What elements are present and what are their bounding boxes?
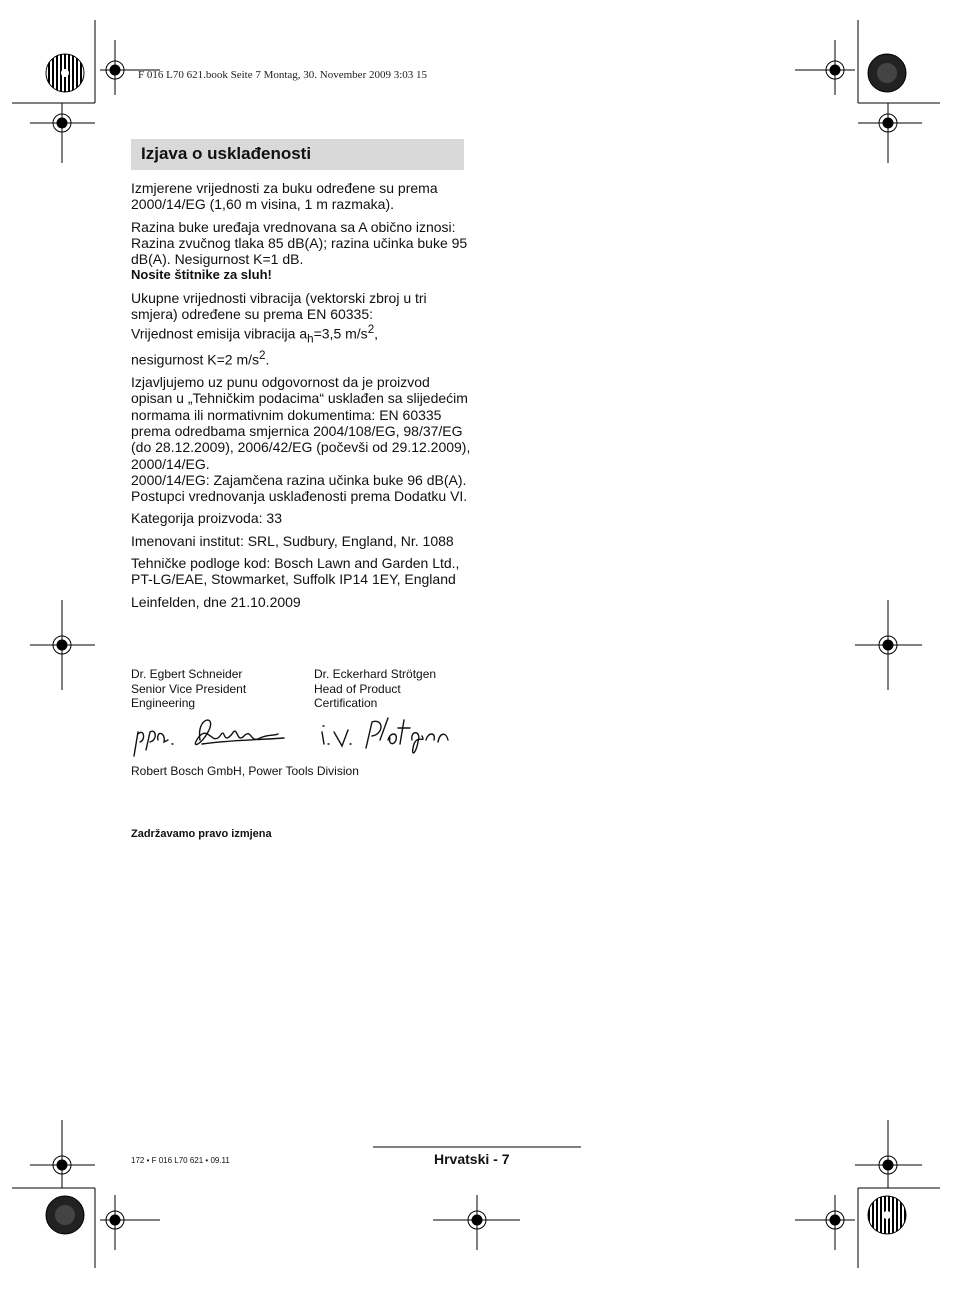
signatory-right [314, 667, 436, 711]
reserve-note: Zadržavamo pravo izmjena [131, 828, 272, 840]
declaration-body [131, 180, 471, 616]
uncertainty-label: nesigurnost K=2 m/s [131, 351, 260, 368]
page-label: Hrvatski - 7 [434, 1151, 510, 1167]
section-title: Izjava o usklađenosti [141, 144, 312, 163]
place-date: Leinfelden, dne 21.10.2009 [131, 593, 301, 610]
document-code: 172 • F 016 L70 621 • 09.11 [131, 1156, 230, 1165]
technical-file: Tehničke podloge kod: Bosch Lawn and Garden Ltd., PT-LG/EAE, Stowmarket, Suffolk IP14 1EY, England [131, 555, 460, 588]
signatory-right-name: Dr. Eckerhard Strötgen [314, 667, 437, 681]
product-category: Kategorija proizvoda: 33 [131, 510, 282, 527]
noise-level-paragraph: Razina buke uređaja vrednovana sa A obično iznosi: Razina zvučnog tlaka 85 dB(A); razina učinka buke 95 dB(A). Nesigurnost K=1 dB. [131, 218, 468, 268]
vibration-paragraph [131, 290, 471, 368]
vibration-value: =3,5 m/s [313, 326, 368, 343]
vibration-intro: Ukupne vrijednosti vibracija (vektorski zbroj u tri smjera) određene su prema EN 60335: [131, 289, 427, 323]
vibration-emission-label: Vrijednost emisija vibracija a [131, 326, 308, 343]
signature-left [128, 710, 288, 762]
conformity-standards: Izjavljujemo uz punu odgovornost da je proizvod opisan u „Tehničkim podacima“ usklađen sa slijedećim normama ili normativnim dokumentima: EN 60335 prema odredbama smjernica 2004/108/EG, 98/37/EG (do 28.12.2009), 2006/42/EG (počevši od 29.12.2009), 2000/14/EG. [131, 374, 471, 472]
vibration-subscript: h [307, 332, 314, 346]
noise-measurement-paragraph: Izmjerene vrijednosti za buku određene su prema 2000/14/EG (1,60 m visina, 1 m razmaka). [131, 180, 438, 213]
signatory-right-department: Certification [314, 696, 378, 710]
conformity-paragraph [131, 374, 471, 504]
conformity-procedure: Postupci vrednovanja usklađenosti prema Dodatku VI. [131, 488, 468, 505]
hearing-protection-warning: Nosite štitnike za sluh! [131, 267, 272, 283]
book-file-info: F 016 L70 621.book Seite 7 Montag, 30. November 2009 3:03 15 [138, 69, 428, 81]
signatory-left-role: Senior Vice President [131, 681, 247, 696]
guaranteed-noise-level: 2000/14/EG: Zajamčena razina učinka buke 96 dB(A). [131, 471, 467, 488]
vibration-exponent: 2 [367, 323, 375, 337]
section-header [131, 139, 464, 170]
signatory-left [131, 667, 246, 711]
notified-body: Imenovani institut: SRL, Sudbury, England, Nr. 1088 [131, 532, 454, 549]
signatory-left-name: Dr. Egbert Schneider [131, 667, 243, 681]
signatory-left-department: Engineering [131, 696, 196, 710]
period: . [265, 351, 270, 368]
signatory-right-role: Head of Product [314, 681, 401, 696]
company-division: Robert Bosch GmbH, Power Tools Division [131, 764, 359, 778]
comma: , [374, 326, 379, 343]
uncertainty-exponent: 2 [259, 349, 266, 363]
signature-right [318, 714, 466, 762]
